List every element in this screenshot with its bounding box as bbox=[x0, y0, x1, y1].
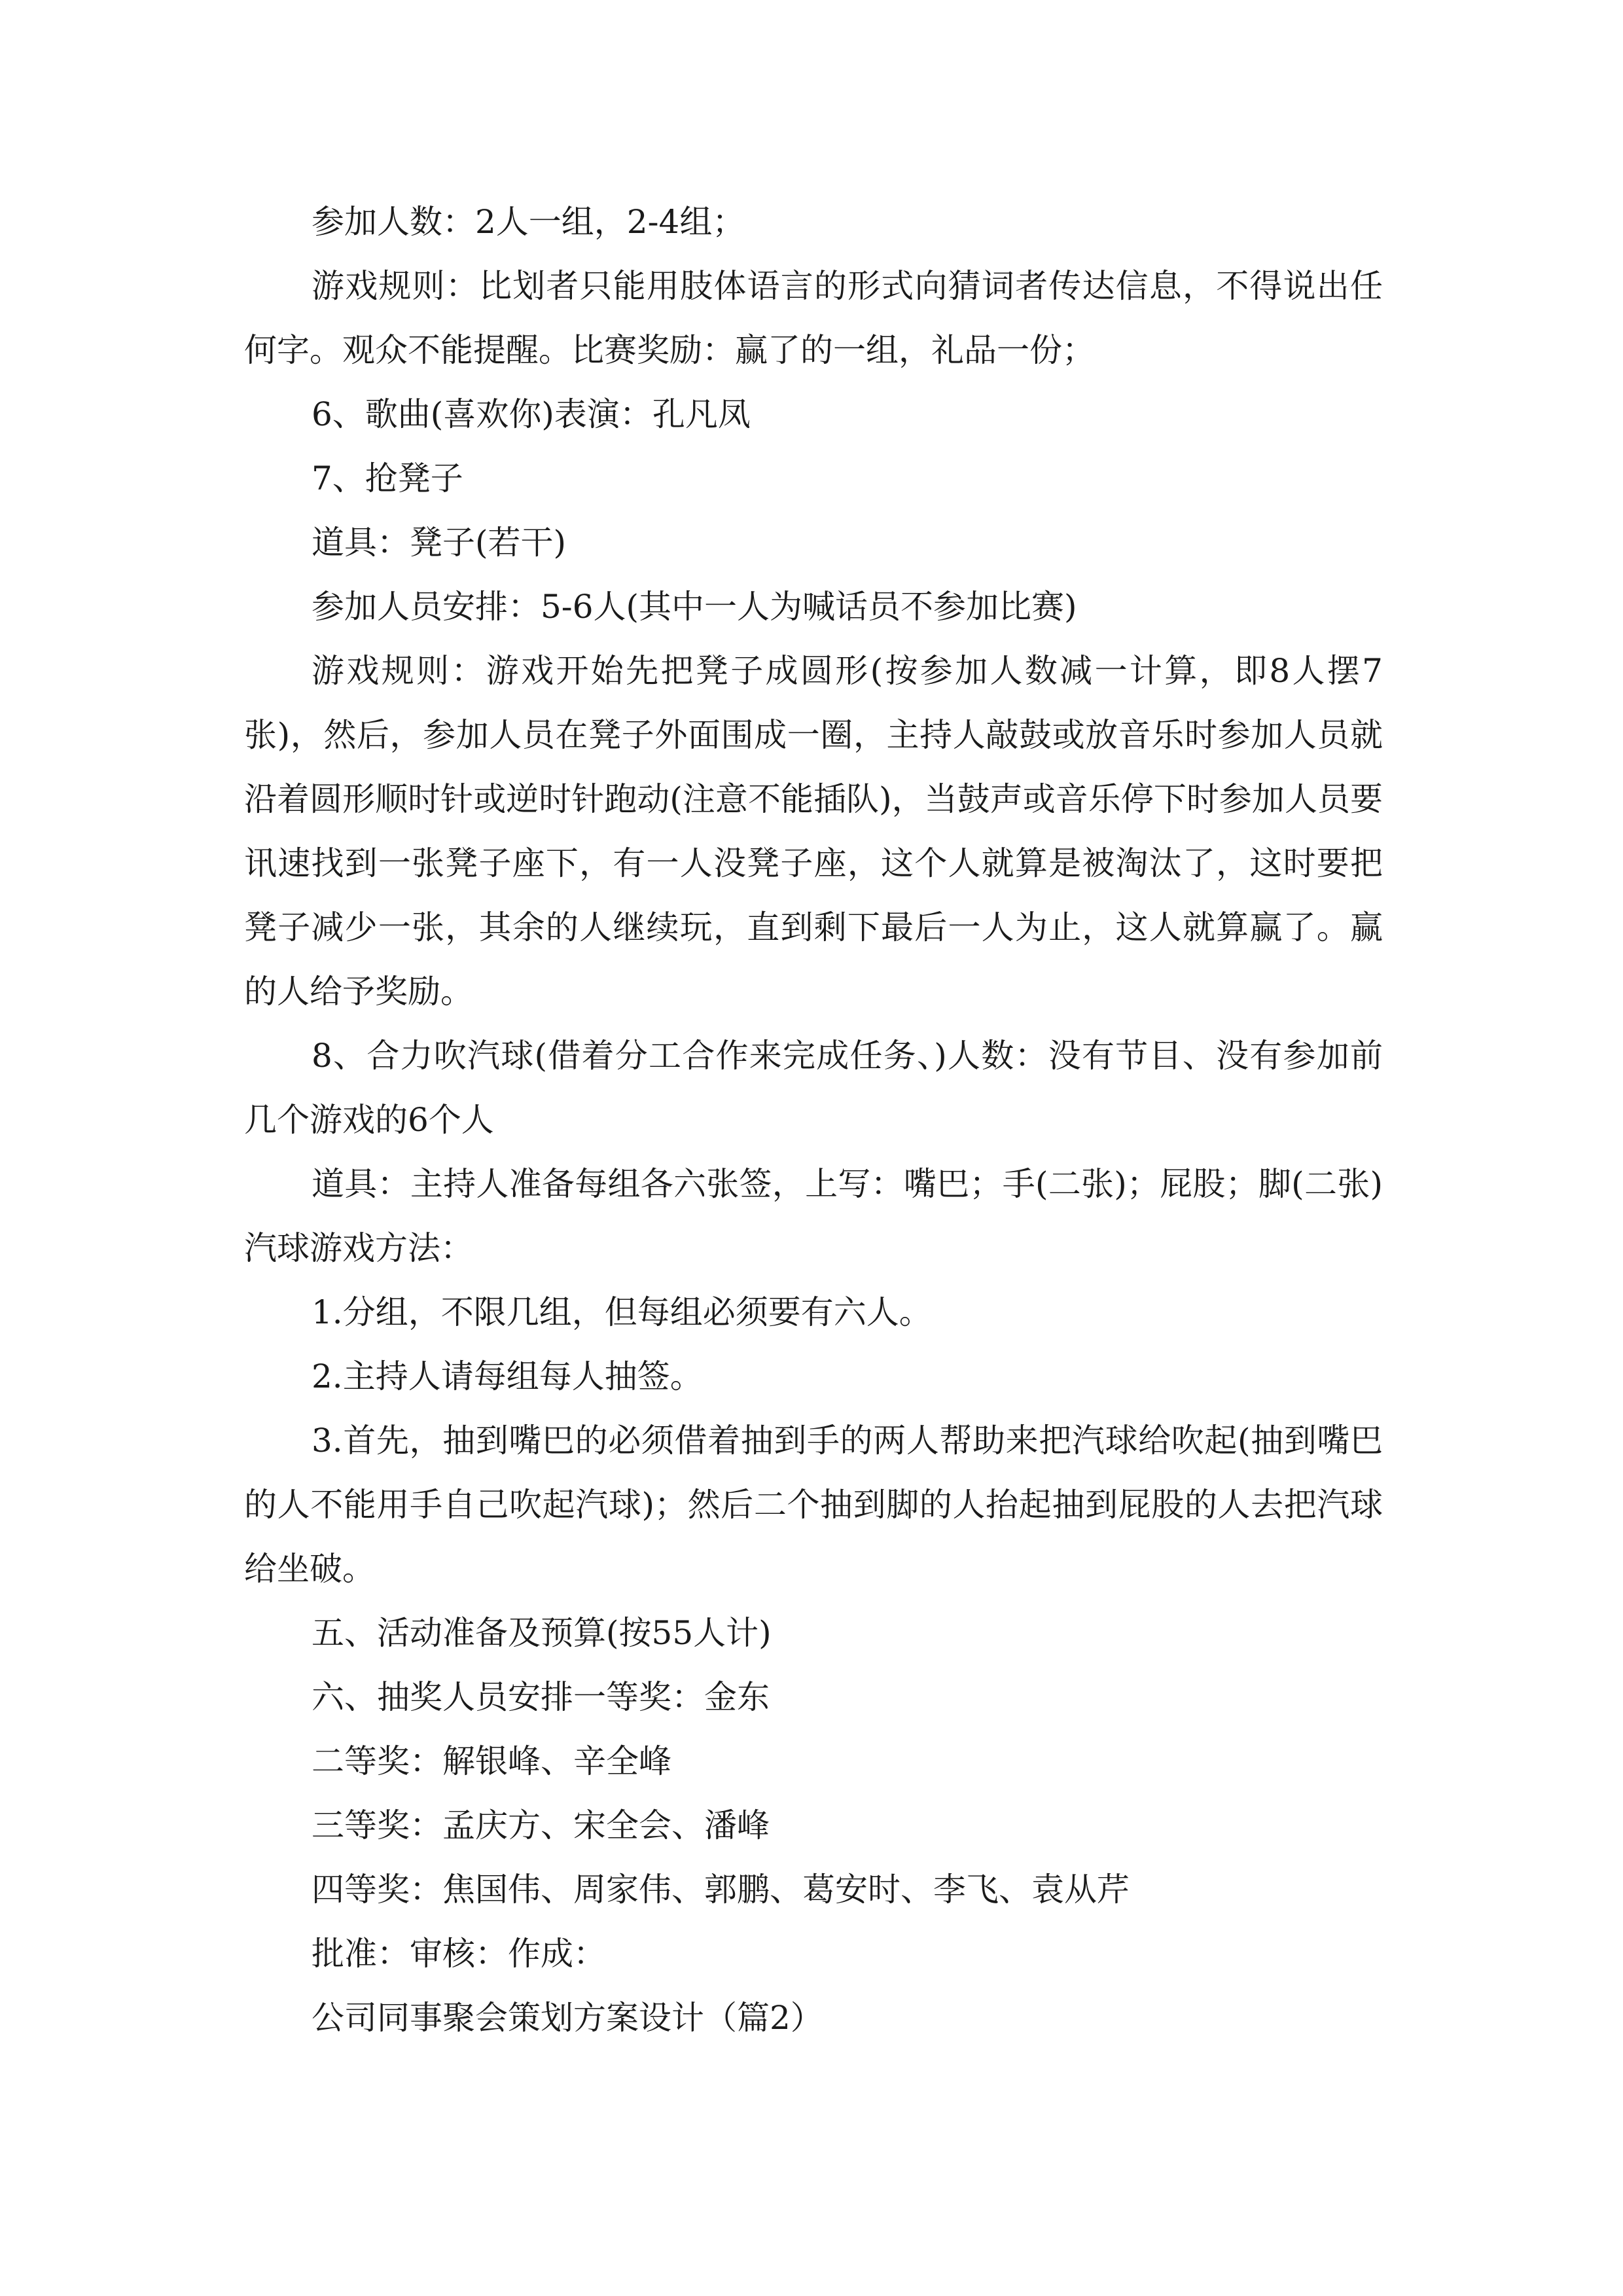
paragraph-musical-chairs-rules: 游戏规则：游戏开始先把凳子成圆形(按参加人数减一计算，即8人摆7张)，然后，参加人员在凳子外面围成一圈，主持人敲鼓或放音乐时参加人员就沿着圆形顺时针或逆时针跑动(注意不能插队)，当鼓声或音乐停下时参加人员要讯速找到一张凳子座下，有一人没凳子座，这个人就算是被淘汰了，这时要把凳子减少一张，其余的人继续玩，直到剩下最后一人为止，这人就算赢了。赢的人给予奖励。 bbox=[244, 652, 1383, 1011]
paragraph-props: 道具：凳子(若干) bbox=[312, 524, 567, 562]
paragraph-step-3: 3.首先，抽到嘴巴的必须借着抽到手的两人帮助来把汽球给吹起(抽到嘴巴的人不能用手自己吹起汽球)；然后二个抽到脚的人抬起抽到屁股的人去把汽球给坐破。 bbox=[244, 1422, 1383, 1588]
paragraph-step-2: 2.主持人请每组每人抽签。 bbox=[312, 1357, 703, 1395]
paragraph-musical-chairs-title: 7、抢凳子 bbox=[312, 459, 463, 497]
paragraph-third-prize: 三等奖：孟庆方、宋全会、潘峰 bbox=[312, 1806, 770, 1844]
paragraph-step-1: 1.分组，不限几组，但每组必须要有六人。 bbox=[312, 1293, 932, 1331]
paragraph-song-performance: 6、歌曲(喜欢你)表演：孔凡凤 bbox=[312, 395, 751, 433]
paragraph-participants: 参加人数：2人一组，2-4组； bbox=[312, 203, 745, 241]
document-body bbox=[244, 190, 1383, 2050]
paragraph-approval: 批准：审核：作成： bbox=[312, 1935, 606, 1973]
paragraph-fourth-prize: 四等奖：焦国伟、周家伟、郭鹏、葛安时、李飞、袁从芹 bbox=[312, 1871, 1130, 1909]
paragraph-balloon-title: 8、合力吹汽球(借着分工合作来完成任务、)人数：没有节目、没有参加前几个游戏的6个人 bbox=[244, 1037, 1383, 1139]
paragraph-section-budget: 五、活动准备及预算(按55人计) bbox=[312, 1614, 772, 1652]
paragraph-staffing: 参加人员安排：5-6人(其中一人为喊话员不参加比赛) bbox=[312, 588, 1077, 626]
paragraph-second-prize: 二等奖：解银峰、辛全峰 bbox=[312, 1742, 671, 1780]
paragraph-first-prize: 六、抽奖人员安排一等奖：金东 bbox=[312, 1678, 770, 1716]
paragraph-game-rules: 游戏规则：比划者只能用肢体语言的形式向猜词者传达信息，不得说出任何字。观众不能提醒。比赛奖励：赢了的一组，礼品一份； bbox=[244, 267, 1383, 369]
paragraph-balloon-props: 道具：主持人准备每组各六张签，上写：嘴巴；手(二张)；屁股；脚(二张)汽球游戏方法： bbox=[244, 1165, 1383, 1267]
paragraph-next-title: 公司同事聚会策划方案设计（篇2） bbox=[312, 1999, 823, 2037]
